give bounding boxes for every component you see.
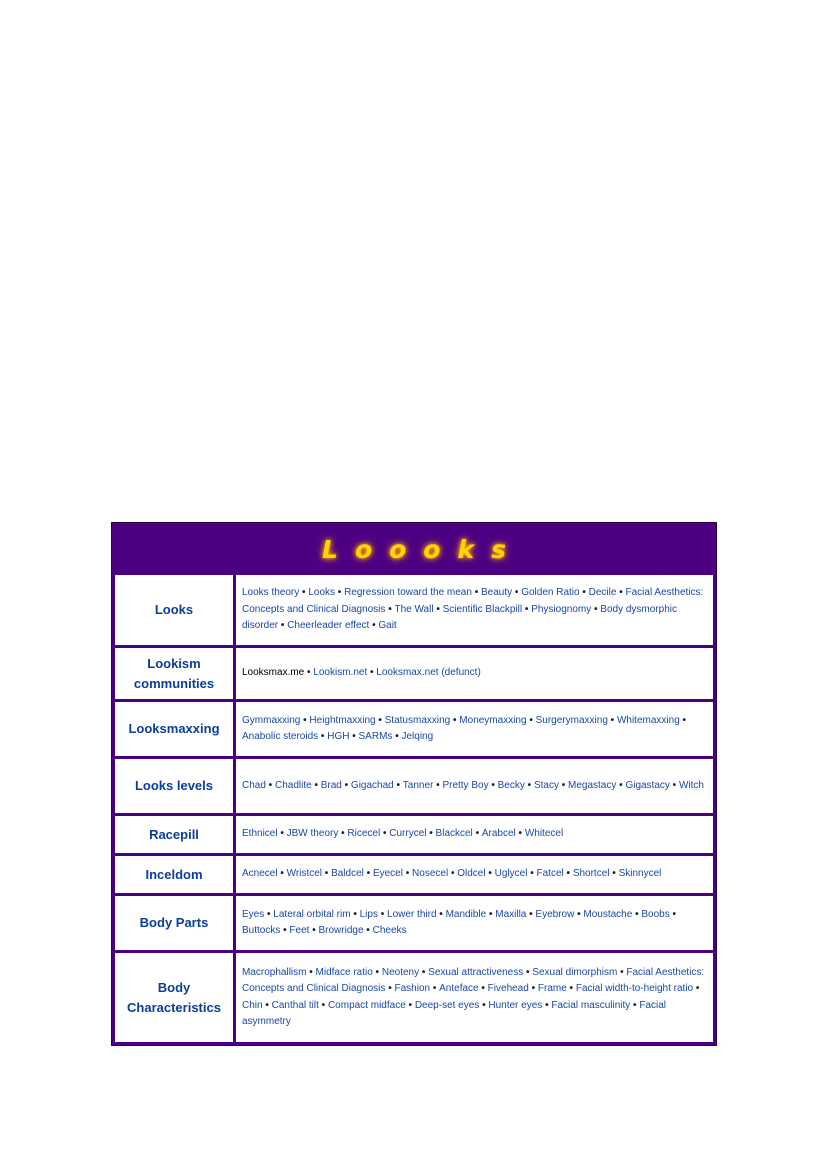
- group-list: [236, 702, 713, 756]
- nav-link[interactable]: Witch: [678, 779, 704, 791]
- navbox-row: [115, 896, 713, 950]
- nav-link[interactable]: Acnecel: [242, 868, 278, 880]
- separator: •: [526, 714, 536, 726]
- nav-link[interactable]: Canthal tilt: [271, 999, 319, 1011]
- nav-link[interactable]: Gait: [378, 620, 397, 632]
- separator: •: [669, 779, 679, 791]
- separator: •: [341, 779, 351, 791]
- separator: •: [280, 925, 290, 936]
- separator: •: [574, 908, 584, 920]
- nav-link[interactable]: Facial Aesthetics: Concepts and Clinical Diagnosis: [242, 966, 705, 994]
- nav-link[interactable]: Chad: [242, 779, 266, 791]
- group-label: Racepill: [115, 816, 233, 853]
- separator: •: [405, 999, 415, 1011]
- separator: •: [669, 908, 677, 920]
- separator: •: [277, 828, 287, 840]
- separator: •: [385, 603, 395, 615]
- separator: •: [478, 983, 488, 994]
- nav-link[interactable]: Browridge: [318, 925, 364, 936]
- group-list: [236, 953, 713, 1042]
- separator: •: [264, 908, 274, 920]
- separator: •: [311, 779, 321, 791]
- nav-link[interactable]: Moustache: [583, 908, 633, 920]
- nav-link[interactable]: Stacy: [533, 779, 559, 791]
- nav-link[interactable]: Currycel: [389, 828, 427, 840]
- separator: •: [393, 779, 403, 791]
- nav-link[interactable]: Looks: [308, 587, 336, 599]
- separator: •: [630, 999, 640, 1011]
- nav-link[interactable]: Becky: [497, 779, 525, 791]
- separator: •: [471, 587, 481, 599]
- group-label: Body Characteristics: [115, 953, 233, 1042]
- separator: •: [335, 587, 345, 599]
- separator: •: [512, 587, 522, 599]
- nav-link[interactable]: Lookism.net: [313, 667, 368, 679]
- nav-link[interactable]: Sexual dimorphism: [532, 966, 618, 978]
- nav-link[interactable]: Lips: [359, 908, 378, 920]
- separator: •: [486, 908, 496, 920]
- separator: •: [299, 587, 309, 599]
- separator: •: [563, 868, 573, 880]
- separator: •: [380, 828, 390, 840]
- nav-link[interactable]: Ricecel: [347, 828, 381, 840]
- navbox-rows: [115, 575, 713, 1042]
- group-list: [236, 816, 713, 853]
- nav-link[interactable]: Whitecel: [524, 828, 564, 840]
- separator: •: [278, 620, 288, 632]
- nav-link[interactable]: Shortcel: [572, 868, 610, 880]
- navbox-row: [115, 816, 713, 853]
- navbox-row: [115, 575, 713, 645]
- navbox-title: Loooks: [322, 534, 523, 564]
- nav-link[interactable]: Cheerleader effect: [287, 620, 370, 632]
- group-list: [236, 759, 713, 813]
- nav-link[interactable]: Looksmax.net (defunct): [376, 667, 481, 679]
- nav-link[interactable]: Facial width-to-height ratio: [575, 983, 694, 994]
- nav-link[interactable]: Pretty Boy: [442, 779, 489, 791]
- separator: •: [528, 983, 538, 994]
- nav-link[interactable]: Ethnicel: [242, 828, 278, 840]
- separator: •: [515, 828, 525, 840]
- separator: •: [363, 925, 373, 936]
- navbox-row: [115, 759, 713, 813]
- separator: •: [318, 999, 328, 1011]
- separator: •: [617, 966, 627, 978]
- separator: •: [392, 731, 402, 742]
- group-label: Inceldom: [115, 856, 233, 893]
- separator: •: [616, 779, 626, 791]
- nav-link[interactable]: Facial masculinity: [551, 999, 631, 1011]
- separator: •: [300, 714, 310, 726]
- nav-link[interactable]: Sexual attractiveness: [428, 966, 524, 978]
- nav-link[interactable]: Frame: [537, 983, 567, 994]
- separator: •: [479, 999, 489, 1011]
- nav-link[interactable]: Boobs: [641, 908, 670, 920]
- nav-link[interactable]: Lateral orbital rim: [273, 908, 351, 920]
- nav-link[interactable]: Eyebrow: [535, 908, 575, 920]
- nav-link[interactable]: Macrophallism: [242, 966, 307, 978]
- nav-link[interactable]: Neoteny: [381, 966, 420, 978]
- nav-link[interactable]: Eyes: [242, 908, 265, 920]
- separator: •: [277, 868, 287, 880]
- nav-link[interactable]: Maxilla: [495, 908, 527, 920]
- separator: •: [485, 868, 495, 880]
- nav-link[interactable]: Cheeks: [372, 925, 407, 936]
- nav-link[interactable]: Facial Aesthetics: Concepts and Clinical Diagnosis: [242, 587, 704, 615]
- separator: •: [433, 603, 443, 615]
- separator: •: [542, 999, 552, 1011]
- separator: •: [609, 868, 619, 880]
- separator: •: [524, 779, 534, 791]
- group-label: Looksmaxxing: [115, 702, 233, 756]
- nav-link[interactable]: Statusmaxxing: [384, 714, 451, 726]
- separator: •: [402, 868, 413, 880]
- separator: •: [349, 731, 359, 742]
- separator: •: [372, 966, 382, 978]
- separator: •: [318, 731, 328, 742]
- separator: •: [523, 966, 533, 978]
- navbox-row: [115, 856, 713, 893]
- nav-link[interactable]: Fivehead: [487, 983, 529, 994]
- navbox-row: [115, 648, 713, 699]
- separator: •: [322, 868, 332, 880]
- separator: •: [338, 828, 348, 840]
- separator: •: [433, 779, 443, 791]
- nav-link[interactable]: Gigachad: [350, 779, 394, 791]
- separator: •: [363, 868, 373, 880]
- separator: •: [309, 925, 319, 936]
- separator: •: [448, 868, 458, 880]
- nav-link[interactable]: Brad: [320, 779, 342, 791]
- nav-link[interactable]: HGH: [327, 731, 350, 742]
- nav-link[interactable]: Midface ratio: [315, 966, 373, 978]
- nav-link[interactable]: Physiognomy: [531, 603, 592, 615]
- nav-link[interactable]: Decile: [588, 587, 617, 599]
- nav-link[interactable]: Heightmaxxing: [309, 714, 376, 726]
- separator: •: [367, 667, 377, 679]
- separator: •: [607, 714, 617, 726]
- navbox-row: [115, 702, 713, 756]
- nav-link[interactable]: The Wall: [394, 603, 434, 615]
- nav-link[interactable]: Fatcel: [536, 868, 564, 880]
- nav-link[interactable]: Uglycel: [494, 868, 528, 880]
- nav-link[interactable]: Skinnycel: [618, 868, 662, 880]
- nav-link[interactable]: Fashion: [394, 983, 431, 994]
- separator: •: [430, 983, 440, 994]
- nav-link[interactable]: Nosecel: [412, 868, 449, 880]
- separator: •: [306, 966, 316, 978]
- separator: •: [426, 828, 436, 840]
- group-list: [236, 648, 713, 699]
- navbox-row: [115, 953, 713, 1042]
- nav-link[interactable]: Feet: [289, 925, 310, 936]
- navbox: [111, 522, 717, 1046]
- nav-link[interactable]: Megastacy: [568, 779, 617, 791]
- separator: •: [566, 983, 576, 994]
- nav-link[interactable]: Deep-set eyes: [414, 999, 480, 1011]
- group-label: Looks levels: [115, 759, 233, 813]
- nav-link[interactable]: Baldcel: [331, 868, 364, 880]
- nav-link[interactable]: Moneymaxxing: [459, 714, 527, 726]
- nav-link[interactable]: Mandible: [445, 908, 487, 920]
- group-list: [236, 575, 713, 645]
- separator: •: [522, 603, 532, 615]
- nav-link[interactable]: Surgerymaxxing: [535, 714, 608, 726]
- separator: •: [616, 587, 626, 599]
- nav-link[interactable]: Anteface: [439, 983, 479, 994]
- nav-link[interactable]: Buttocks: [242, 925, 281, 936]
- separator: •: [419, 966, 429, 978]
- nav-link[interactable]: Regression toward the mean: [344, 587, 472, 599]
- separator: •: [262, 999, 272, 1011]
- nav-link[interactable]: Wristcel: [286, 868, 323, 880]
- nav-link[interactable]: Jelqing: [401, 731, 434, 742]
- separator: •: [377, 908, 388, 920]
- separator: •: [436, 908, 446, 920]
- separator: •: [472, 828, 482, 840]
- nav-link[interactable]: Hunter eyes: [488, 999, 543, 1011]
- nav-link[interactable]: Tanner: [402, 779, 434, 791]
- nav-link[interactable]: Beauty: [481, 587, 513, 599]
- nav-link[interactable]: Blackcel: [435, 828, 473, 840]
- separator: •: [450, 714, 460, 726]
- separator: •: [693, 983, 700, 994]
- nav-link[interactable]: Scientific Blackpill: [442, 603, 523, 615]
- separator: •: [632, 908, 642, 920]
- nav-link[interactable]: Looksmax.me: [242, 667, 305, 679]
- separator: •: [265, 779, 275, 791]
- separator: •: [679, 714, 687, 726]
- nav-link[interactable]: Whitemaxxing: [616, 714, 680, 726]
- nav-link[interactable]: Lower third: [387, 908, 437, 920]
- group-list: [236, 896, 713, 950]
- nav-link[interactable]: Oldcel: [457, 868, 486, 880]
- nav-link[interactable]: Eyecel: [372, 868, 403, 880]
- separator: •: [527, 868, 537, 880]
- nav-link[interactable]: Chadlite: [274, 779, 312, 791]
- nav-link[interactable]: Gymmaxxing: [242, 714, 301, 726]
- nav-link[interactable]: Golden Ratio: [521, 587, 580, 599]
- nav-link[interactable]: Body dysmorphic disorder: [242, 603, 677, 632]
- separator: •: [385, 983, 395, 994]
- group-list: [236, 856, 713, 893]
- nav-link[interactable]: Gigastacy: [625, 779, 670, 791]
- nav-link[interactable]: Compact midface: [327, 999, 406, 1011]
- separator: •: [375, 714, 385, 726]
- separator: •: [558, 779, 569, 791]
- separator: •: [526, 908, 536, 920]
- separator: •: [369, 620, 379, 632]
- separator: •: [350, 908, 360, 920]
- separator: •: [579, 587, 589, 599]
- group-label: Lookism communities: [115, 648, 233, 699]
- nav-link[interactable]: SARMs: [358, 731, 393, 742]
- group-label: Body Parts: [115, 896, 233, 950]
- separator: •: [304, 667, 314, 679]
- group-label: Looks: [115, 575, 233, 645]
- nav-link[interactable]: Arabcel: [481, 828, 516, 840]
- nav-link[interactable]: Anabolic steroids: [242, 731, 319, 742]
- nav-link[interactable]: JBW theory: [286, 828, 339, 840]
- separator: •: [488, 779, 498, 791]
- nav-link[interactable]: Facial asymmetry: [242, 999, 667, 1027]
- nav-link[interactable]: Chin: [242, 999, 263, 1011]
- nav-link[interactable]: Looks theory: [242, 587, 300, 599]
- separator: •: [591, 603, 601, 615]
